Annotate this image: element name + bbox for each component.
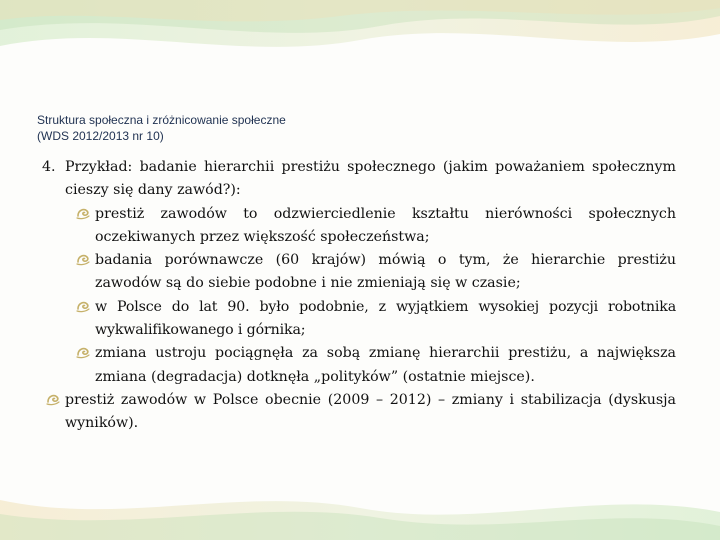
slide-header	[37, 112, 457, 144]
bullet-item	[36, 389, 676, 436]
swirl-bullet-icon	[76, 252, 90, 266]
slide-content	[36, 156, 676, 436]
item-number: 4.	[42, 159, 56, 175]
swirl-bullet-icon	[46, 392, 60, 406]
numbered-item	[36, 156, 676, 203]
bullet-text: prestiż zawodów w Polsce obecnie (2009 – 2012) – zmiany i stabilizacja (dyskusja wyników).	[65, 391, 676, 432]
sub-bullet-item	[36, 249, 676, 296]
sub-bullet-item	[36, 203, 676, 250]
bullet-text: prestiż zawodów to odzwierciedlenie kształtu nierówności społecznych oczekiwanych przez większość społeczeństwa;	[95, 205, 676, 245]
sub-bullet-item	[36, 342, 676, 389]
header-subtitle: (WDS 2012/2013 nr 10)	[37, 129, 164, 143]
swirl-bullet-icon	[76, 345, 90, 359]
swirl-bullet-icon	[76, 206, 90, 220]
header-title: Struktura społeczna i zróżnicowanie społeczne	[37, 113, 286, 127]
bullet-text: w Polsce do lat 90. było podobnie, z wyjątkiem wysokiej pozycji robotnika wykwalifikowanego i górnika;	[95, 298, 676, 339]
bullet-text: zmiana ustroju pociągnęła za sobą zmianę hierarchii prestiżu, a największa zmiana (degradacja) dotknęła „polityków” (ostatnie miejsce).	[95, 345, 676, 385]
item-text: Przykład: badanie hierarchii prestiżu społecznego (jakim poważaniem społecznym cieszy się dany zawód?):	[65, 159, 676, 199]
sub-bullet-item	[36, 296, 676, 343]
swirl-bullet-icon	[76, 299, 90, 313]
bullet-text: badania porównawcze (60 krajów) mówią o tym, że hierarchie prestiżu zawodów są do siebie podobne i nie zmieniają się w czasie;	[95, 252, 676, 292]
